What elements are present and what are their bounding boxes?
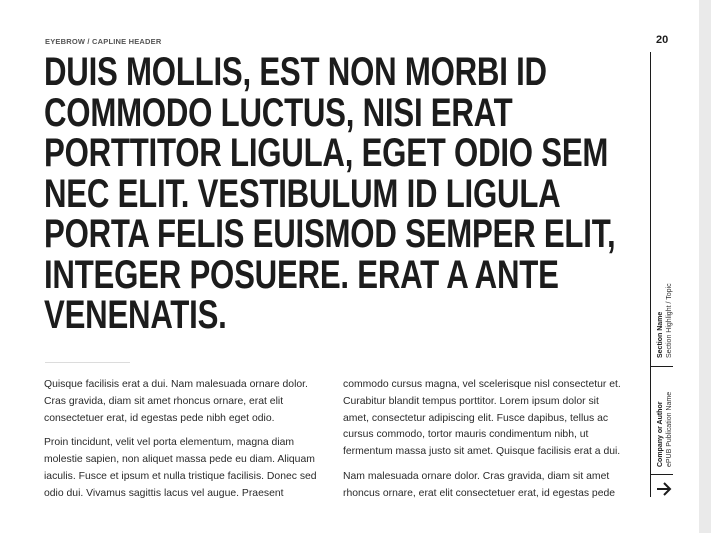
publication-label xyxy=(657,392,674,467)
company-name: Company or Author xyxy=(657,401,664,467)
section-label xyxy=(657,283,674,358)
body-column-left xyxy=(44,377,322,511)
arrow-right-icon[interactable] xyxy=(655,480,673,498)
divider xyxy=(45,362,130,363)
section-topic: Section Highlight / Topic xyxy=(665,283,673,358)
body-paragraph: commodo cursus magna, vel scelerisque nisl consectetur et. Curabitur blandit tempus porttitor. Lorem ipsum dolor sit amet, consectetur adipiscing elit. Fusce dapibus, tellus ac cursus commodo, tortor mauris condimentum nibh, ut fermentum massa justo sit amet. Quisque facilisis erat a dui. xyxy=(343,379,621,458)
page-number: 20 xyxy=(656,34,669,46)
sidebar-separator xyxy=(651,474,673,475)
page-edge xyxy=(699,0,711,533)
body-paragraph: Quisque facilisis erat a dui. Nam malesuada ornare dolor. Cras gravida, diam sit amet rhoncus ornare, erat elit consectetuer erat, id egestas pede nibh eget odio. xyxy=(44,379,308,424)
eyebrow-header: EYEBROW / CAPLINE HEADER xyxy=(45,37,162,46)
body-paragraph: Nam malesuada ornare dolor. Cras gravida, diam sit amet rhoncus ornare, erat elit consectetuer erat, id egestas pede xyxy=(343,470,616,499)
headline: DUIS MOLLIS, EST NON MORBI ID COMMODO LUCTUS, NISI ERAT PORTTITOR LIGULA, EGET ODIO SEM NEC ELIT. VESTIBULUM ID LIGULA PORTA FELIS EUISMOD SEMPER ELIT, INTEGER POSUERE. ERAT A ANTE VENENATIS. xyxy=(44,50,616,337)
publication-name: ePUB Publication Name xyxy=(665,391,673,467)
section-name: Section Name xyxy=(657,311,664,358)
body-column-right xyxy=(343,377,621,511)
body-paragraph: Proin tincidunt, velit vel porta elementum, magna diam molestie sapien, non aliquet massa pede eu diam. Aliquam iaculis. Fusce et ipsum et nulla tristique facilisis. Donec sed odio dui. Vivamus sagittis lacus vel augue. Praesent xyxy=(44,437,317,499)
sidebar-separator xyxy=(651,366,673,367)
sidebar-rule xyxy=(650,52,651,497)
